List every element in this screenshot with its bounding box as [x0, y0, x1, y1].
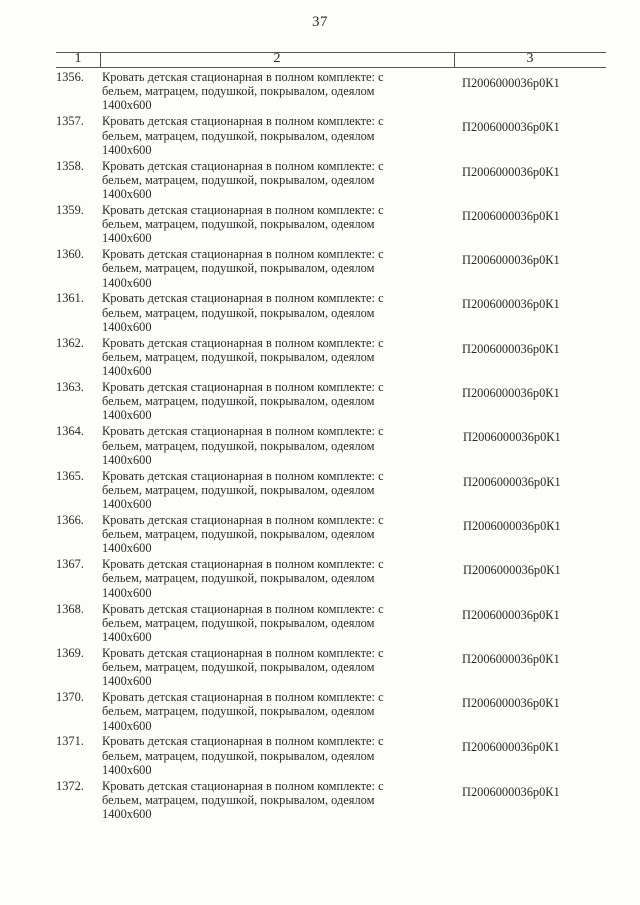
description-line: 1400x600	[102, 98, 152, 113]
row-code: П2006000036р0К1	[463, 474, 561, 489]
table-row	[0, 555, 640, 599]
table-row	[0, 422, 640, 466]
description-line: 1400x600	[102, 497, 152, 512]
description-line: 1400x600	[102, 541, 152, 556]
description-line: бельем, матрацем, подушкой, покрывалом, одеялом	[102, 660, 375, 675]
description-line: 1400x600	[102, 674, 152, 689]
description-line: бельем, матрацем, подушкой, покрывалом, одеялом	[102, 261, 375, 276]
row-number: 1363.	[56, 380, 84, 395]
description-line: 1400x600	[102, 585, 152, 600]
row-code: П2006000036р0К1	[463, 563, 561, 578]
table-row	[0, 732, 640, 776]
description-line: Кровать детская стационарная в полном комплекте: с	[102, 114, 384, 129]
table-row	[0, 68, 640, 112]
table-row	[0, 112, 640, 156]
row-number: 1364.	[56, 424, 84, 439]
table-row	[0, 600, 640, 644]
row-description	[102, 779, 402, 822]
row-description	[102, 602, 402, 645]
row-description	[102, 159, 402, 202]
description-line: Кровать детская стационарная в полном комплекте: с	[102, 645, 384, 660]
row-number: 1372.	[56, 778, 84, 793]
description-line: бельем, матрацем, подушкой, покрывалом, одеялом	[102, 615, 375, 630]
table-row	[0, 157, 640, 201]
description-line: 1400x600	[102, 807, 152, 822]
row-number: 1360.	[56, 247, 84, 262]
table-row	[0, 688, 640, 732]
description-line: бельем, матрацем, подушкой, покрывалом, одеялом	[102, 527, 375, 542]
row-code: П2006000036р0К1	[463, 430, 561, 445]
description-line: 1400x600	[102, 718, 152, 733]
row-description	[102, 734, 402, 777]
table-row	[0, 378, 640, 422]
row-code: П2006000036р0К1	[462, 164, 560, 179]
table-row	[0, 467, 640, 511]
row-number: 1367.	[56, 557, 84, 572]
row-number: 1356.	[56, 70, 84, 84]
description-line: бельем, матрацем, подушкой, покрывалом, одеялом	[102, 172, 375, 187]
description-line: Кровать детская стационарная в полном комплекте: с	[102, 512, 384, 527]
description-line: бельем, матрацем, подушкой, покрывалом, одеялом	[102, 792, 375, 807]
page-number: 37	[312, 14, 328, 30]
row-number: 1362.	[56, 335, 84, 350]
row-number: 1358.	[56, 158, 84, 173]
header-col-2: 2	[273, 51, 281, 66]
description-line: Кровать детская стационарная в полном комплекте: с	[102, 380, 384, 395]
description-line: Кровать детская стационарная в полном комплекте: с	[102, 202, 384, 217]
row-description	[102, 469, 402, 512]
description-line: бельем, матрацем, подушкой, покрывалом, одеялом	[102, 128, 375, 143]
description-line: бельем, матрацем, подушкой, покрывалом, одеялом	[102, 748, 375, 763]
row-description	[102, 70, 402, 113]
description-line: Кровать детская стационарная в полном комплекте: с	[102, 70, 384, 84]
description-line: бельем, матрацем, подушкой, покрывалом, одеялом	[102, 482, 375, 497]
description-line: бельем, матрацем, подушкой, покрывалом, одеялом	[102, 571, 375, 586]
description-line: Кровать детская стационарная в полном комплекте: с	[102, 247, 384, 262]
description-line: 1400x600	[102, 142, 152, 157]
description-line: Кровать детская стационарная в полном комплекте: с	[102, 424, 384, 439]
table-row	[0, 201, 640, 245]
row-description	[102, 291, 402, 334]
description-line: 1400x600	[102, 187, 152, 201]
description-line: бельем, матрацем, подушкой, покрывалом, одеялом	[102, 704, 375, 719]
row-number: 1366.	[56, 512, 84, 527]
row-description	[102, 557, 402, 600]
table-row	[0, 245, 640, 289]
description-line: Кровать детская стационарная в полном комплекте: с	[102, 690, 384, 705]
description-line: Кровать детская стационарная в полном комплекте: с	[102, 557, 384, 572]
row-code: П2006000036р0К1	[462, 386, 560, 401]
table-header	[56, 52, 606, 68]
row-code: П2006000036р0К1	[462, 208, 560, 223]
row-number: 1371.	[56, 734, 84, 749]
row-number: 1369.	[56, 645, 84, 660]
row-description	[102, 114, 402, 157]
description-line: Кровать детская стационарная в полном комплекте: с	[102, 158, 384, 173]
row-number: 1368.	[56, 601, 84, 616]
row-number: 1359.	[56, 202, 84, 217]
row-description	[102, 646, 402, 689]
description-line: бельем, матрацем, подушкой, покрывалом, одеялом	[102, 349, 375, 364]
description-line: бельем, матрацем, подушкой, покрывалом, одеялом	[102, 84, 375, 99]
row-description	[102, 513, 402, 556]
table-row	[0, 289, 640, 333]
table-row	[0, 511, 640, 555]
row-description	[102, 247, 402, 290]
description-line: Кровать детская стационарная в полном комплекте: с	[102, 291, 384, 306]
row-description	[102, 690, 402, 733]
description-line: 1400x600	[102, 762, 152, 777]
row-description	[102, 336, 402, 379]
row-number: 1370.	[56, 690, 84, 705]
description-line: 1400x600	[102, 275, 152, 290]
table-row	[0, 334, 640, 378]
description-line: бельем, матрацем, подушкой, покрывалом, одеялом	[102, 438, 375, 453]
description-line: бельем, матрацем, подушкой, покрывалом, одеялом	[102, 305, 375, 320]
row-code: П2006000036р0К1	[462, 651, 560, 666]
row-code: П2006000036р0К1	[462, 696, 560, 711]
description-line: Кровать детская стационарная в полном комплекте: с	[102, 778, 384, 793]
description-line: 1400x600	[102, 629, 152, 644]
row-code: П2006000036р0К1	[462, 120, 560, 135]
description-line: 1400x600	[102, 231, 152, 246]
description-line: Кровать детская стационарная в полном комплекте: с	[102, 601, 384, 616]
table-body	[0, 68, 640, 821]
description-line: Кровать детская стационарная в полном комплекте: с	[102, 734, 384, 749]
header-col-1: 1	[74, 51, 82, 66]
row-code: П2006000036р0К1	[462, 297, 560, 312]
description-line: Кровать детская стационарная в полном комплекте: с	[102, 468, 384, 483]
row-description	[102, 203, 402, 246]
description-line: 1400x600	[102, 364, 152, 379]
row-number: 1365.	[56, 468, 84, 483]
row-code: П2006000036р0К1	[463, 518, 561, 533]
description-line: 1400x600	[102, 319, 152, 334]
row-number: 1361.	[56, 291, 84, 306]
row-description	[102, 380, 402, 423]
description-line: 1400x600	[102, 452, 152, 467]
row-description	[102, 424, 402, 467]
row-code: П2006000036р0К1	[462, 607, 560, 622]
description-line: бельем, матрацем, подушкой, покрывалом, одеялом	[102, 394, 375, 409]
table-row	[0, 644, 640, 688]
row-code: П2006000036р0К1	[462, 784, 560, 799]
description-line: Кровать детская стационарная в полном комплекте: с	[102, 335, 384, 350]
row-code: П2006000036р0К1	[462, 253, 560, 268]
description-line: бельем, матрацем, подушкой, покрывалом, одеялом	[102, 217, 375, 232]
row-number: 1357.	[56, 114, 84, 129]
header-col-3: 3	[526, 51, 534, 66]
row-code: П2006000036р0К1	[462, 76, 560, 90]
table-row	[0, 777, 640, 821]
row-code: П2006000036р0К1	[462, 740, 560, 755]
description-line: 1400x600	[102, 408, 152, 423]
row-code: П2006000036р0К1	[462, 341, 560, 356]
